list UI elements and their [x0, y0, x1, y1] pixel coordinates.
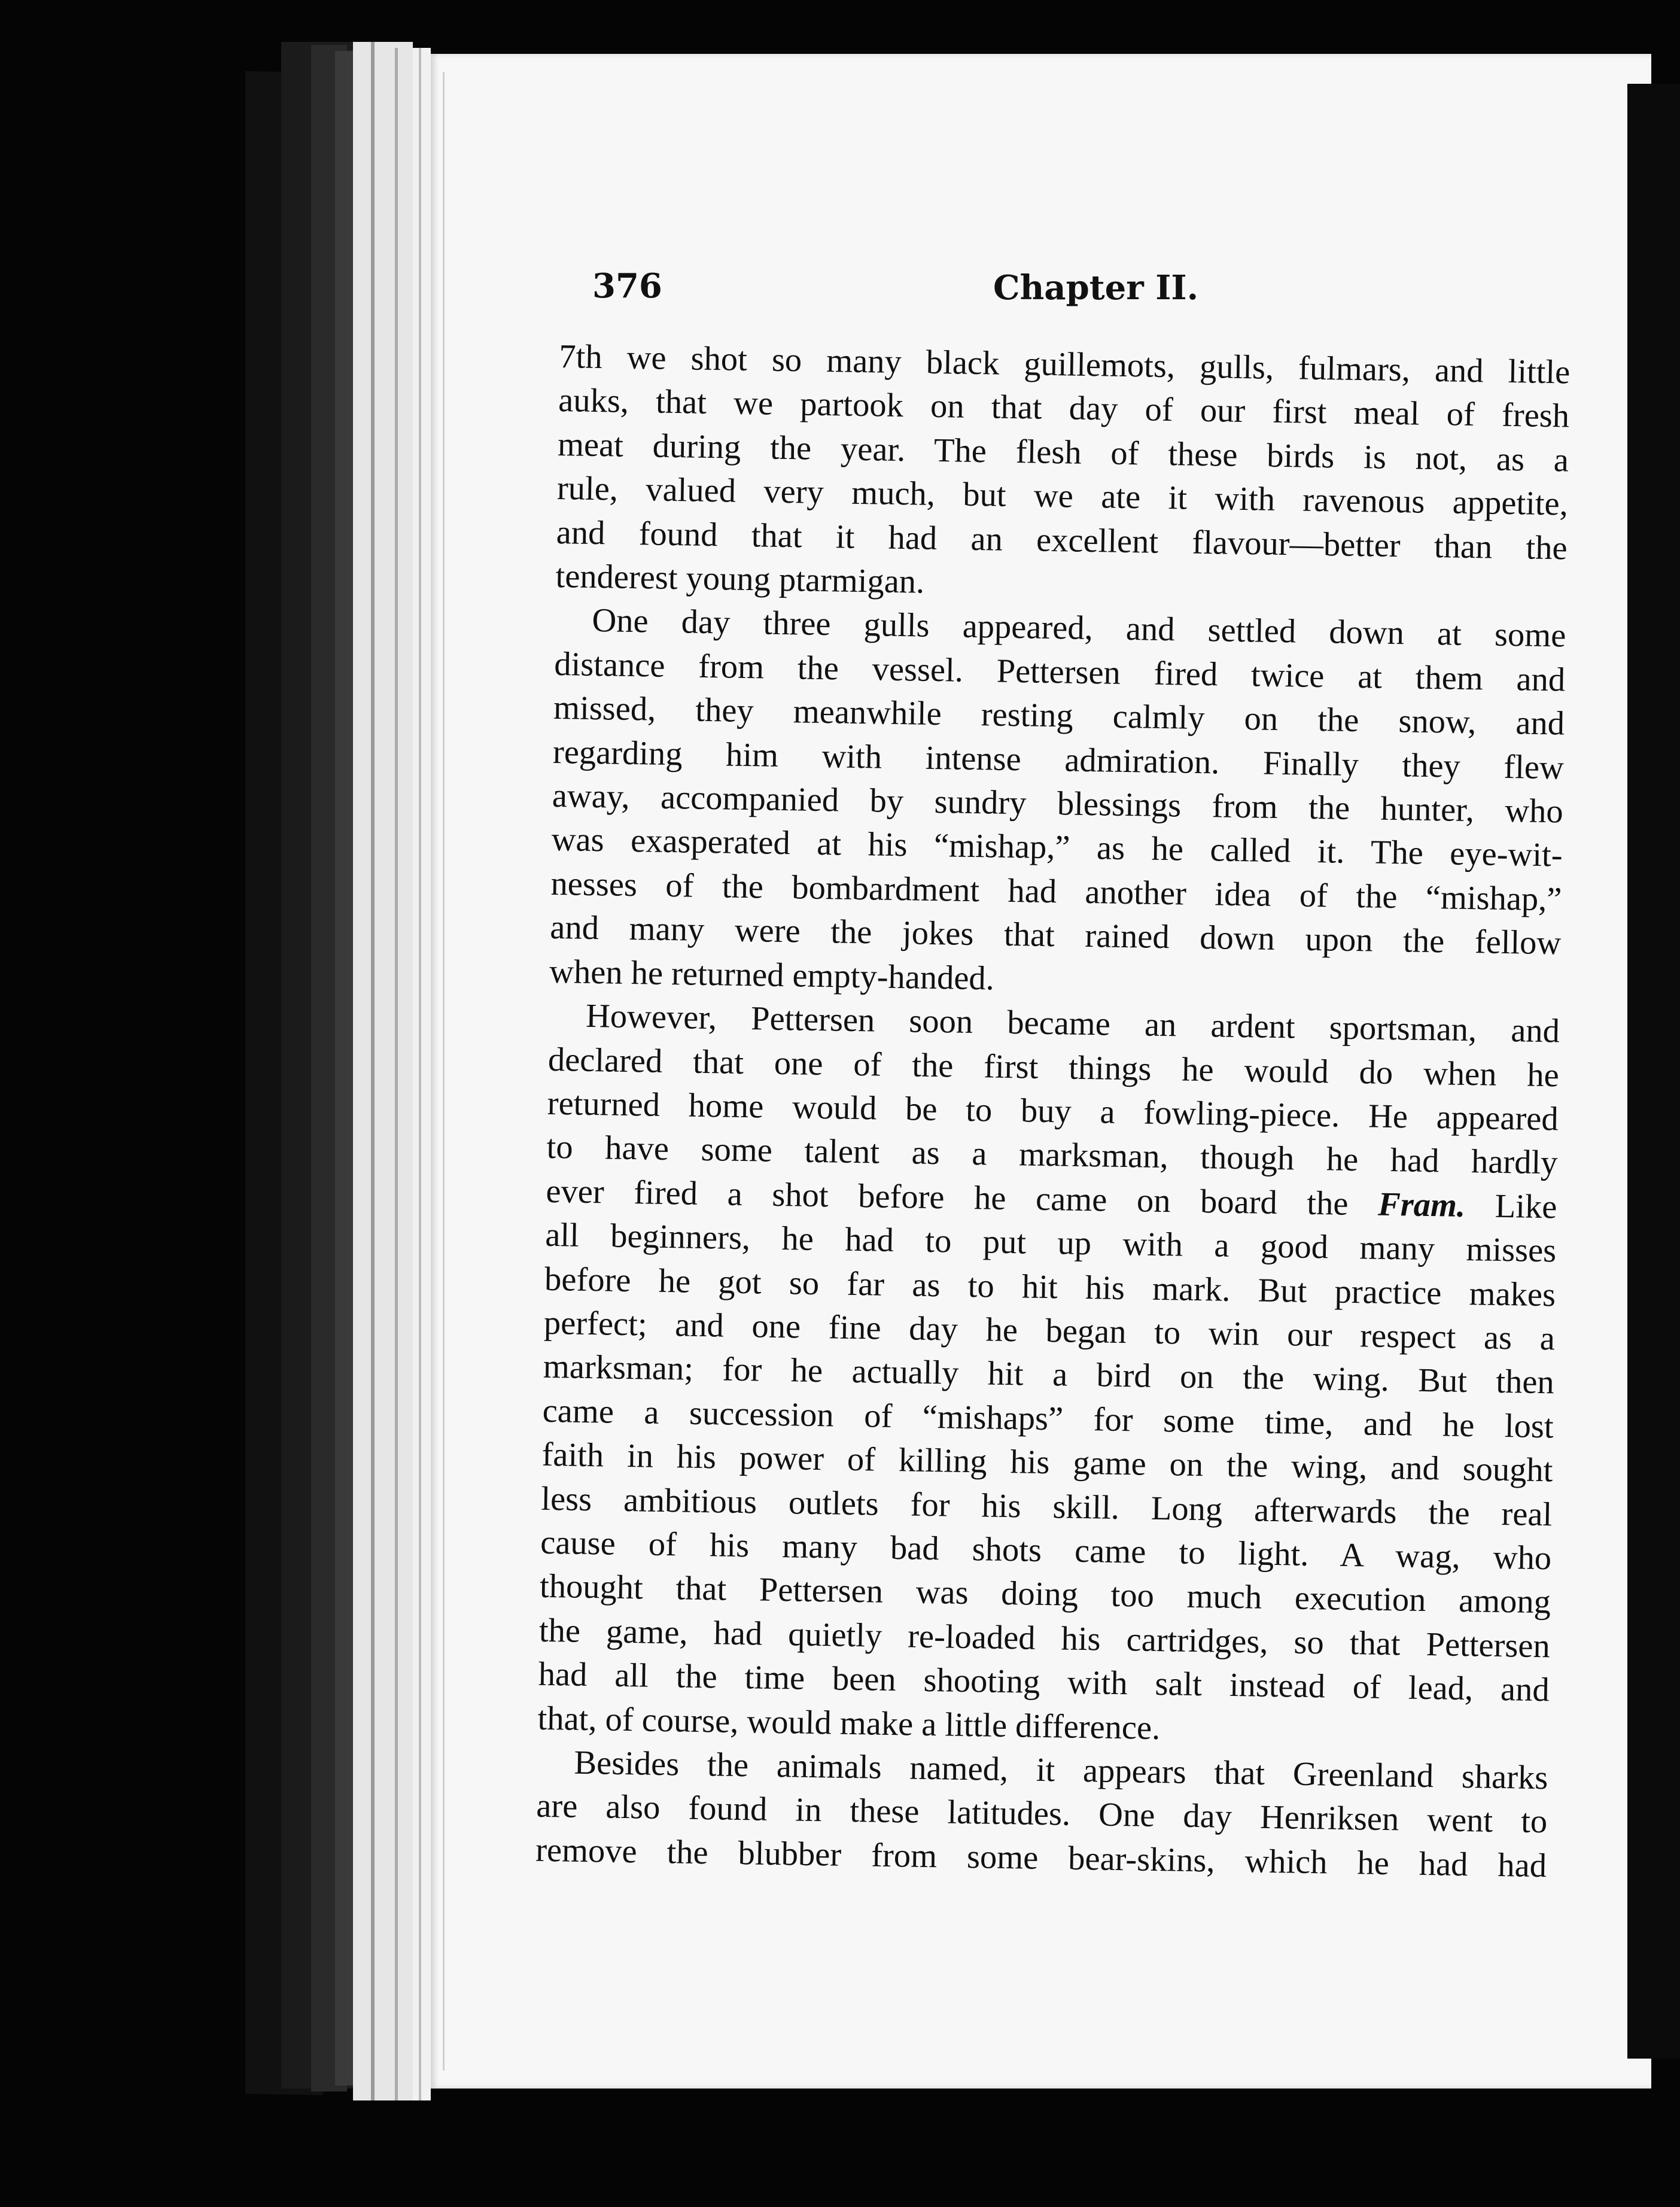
text-line: came a succession of “mishaps” for some time, and he lost: [542, 1392, 1554, 1446]
text-line: before he got so far as to hit his mark. But practice makes: [544, 1260, 1556, 1314]
text-line: 7th we shot so many black guillemots, gulls, fulmars, and little: [558, 338, 1571, 391]
paragraph: [549, 598, 1566, 1010]
text-line: Besides the animals named, it appears that Greenland sharks: [574, 1744, 1548, 1797]
paragraph: [535, 1741, 1548, 1889]
text-fragment: ever fired a shot before he came on board the: [546, 1172, 1349, 1223]
page-stack-line: [371, 42, 375, 2100]
text-line: that, of course, would make a little difference.: [537, 1700, 1161, 1747]
text-line: auks, that we partook on that day of our first meal of fresh: [558, 382, 1570, 435]
text-line: away, accompanied by sundry blessings from the hunter, who: [552, 777, 1564, 831]
text-line: returned home would be to buy a fowling-piece. He appeared: [547, 1084, 1559, 1138]
running-head: Chapter II.: [993, 268, 1199, 308]
text-line: remove the blubber from some bear-skins, which he had had: [535, 1831, 1547, 1885]
page-gutter-line: [443, 72, 445, 2071]
text-line: to have some talent as a marksman, though he had hardly: [546, 1129, 1558, 1182]
text-line: and found that it had an excellent flavour—better than the: [556, 513, 1568, 567]
text-line: when he returned empty-handed.: [549, 953, 995, 998]
ship-name: Fram.: [1377, 1185, 1466, 1224]
text-line: nesses of the bombardment had another idea of the “mishap,”: [550, 865, 1562, 919]
text-line: was exasperated at his “mishap,” as he called it. The eye-wit-: [551, 821, 1563, 874]
page-stack-line: [395, 48, 398, 2100]
text-line: the game, had quietly re-loaded his cartridges, so that Pettersen: [538, 1612, 1551, 1665]
text-line: all beginners, he had to put up with a good many misses: [544, 1216, 1557, 1270]
page-number: 376: [592, 266, 662, 306]
body-text: [535, 335, 1571, 1888]
text-line: faith in his power of killing his game on the wing, and sought: [541, 1436, 1553, 1489]
text-line: declared that one of the first things he would do when he: [547, 1041, 1560, 1094]
page-stack-line: [419, 48, 421, 2100]
text-line: less ambitious outlets for his skill. Long afterwards the real: [540, 1480, 1553, 1533]
text-line: distance from the vessel. Pettersen fired twice at them and: [553, 645, 1566, 699]
text-line: and many were the jokes that rained down upon the fellow: [549, 909, 1562, 962]
text-line: However, Pettersen soon became an ardent sportsman, and: [585, 997, 1560, 1050]
page-stack-edge: [413, 48, 431, 2100]
text-line: are also found in these latitudes. One day Henriksen went to: [535, 1788, 1548, 1841]
text-line: marksman; for he actually hit a bird on the wing. But then: [543, 1348, 1555, 1402]
text-line: One day three gulls appeared, and settled down at some: [592, 602, 1566, 655]
text-fragment: Like: [1495, 1187, 1557, 1226]
page-stack-edge: [335, 51, 353, 2086]
text-line: had all the time been shooting with salt instead of lead, and: [538, 1655, 1550, 1709]
paragraph: [537, 994, 1560, 1756]
text-line: rule, valued very much, but we ate it with ravenous appetite,: [556, 470, 1569, 523]
text-line: missed, they meanwhile resting calmly on the snow, and: [553, 689, 1565, 743]
text-line: cause of his many bad shots came to light. A wag, who: [540, 1524, 1552, 1577]
text-line: thought that Pettersen was doing too much execution among: [539, 1568, 1551, 1621]
scan-border: [1627, 84, 1680, 2059]
text-line: tenderest young ptarmigan.: [555, 557, 925, 601]
page-stack-edge: [353, 42, 413, 2100]
text-line: meat during the year. The flesh of these birds is not, as a: [557, 425, 1569, 479]
text-line: regarding him with intense admiration. Finally they flew: [552, 733, 1565, 787]
text-line: perfect; and one fine day he began to win our respect as a: [543, 1304, 1556, 1358]
paragraph: [555, 335, 1571, 615]
